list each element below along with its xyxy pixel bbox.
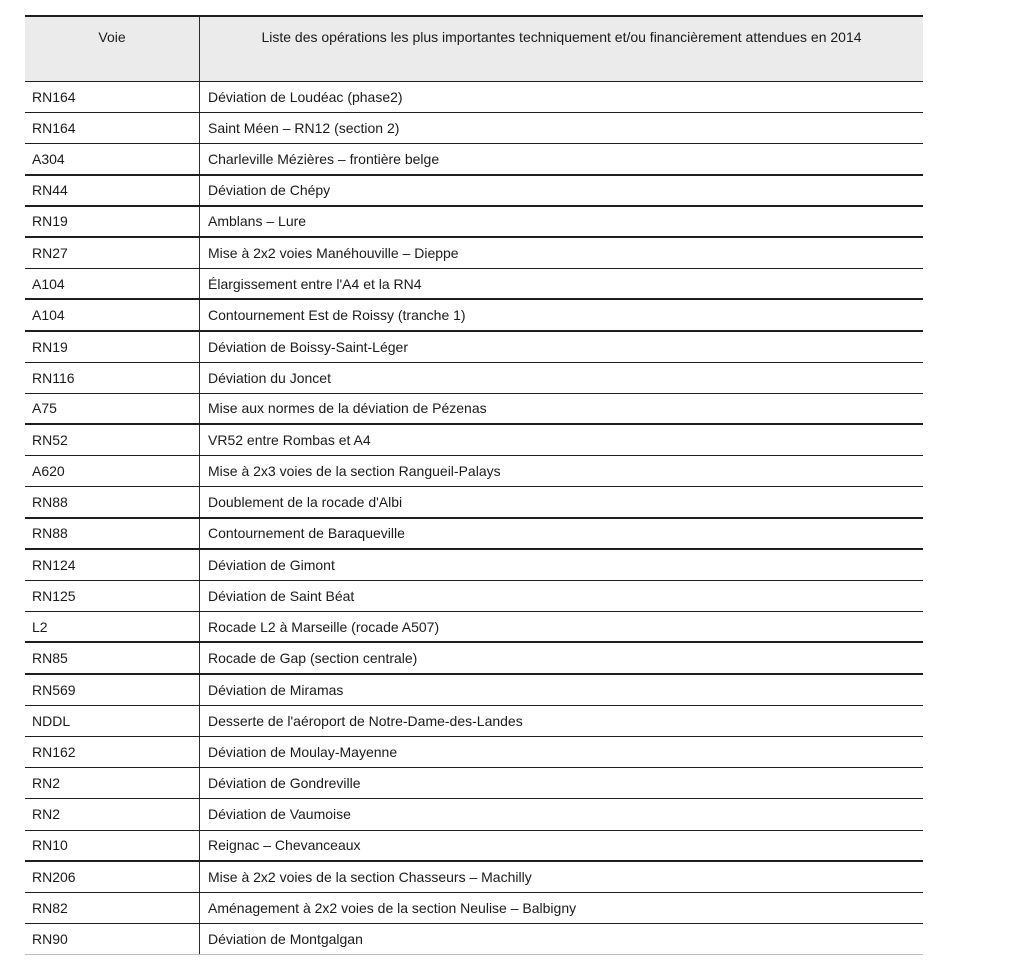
voie-cell: RN569 xyxy=(25,675,200,705)
operation-cell: Charleville Mézières – frontière belge xyxy=(208,150,440,167)
operation-cell: VR52 entre Rombas et A4 xyxy=(208,432,371,449)
column-header-voie: Voie xyxy=(25,17,200,81)
voie-cell: RN82 xyxy=(25,893,200,923)
table-row xyxy=(25,581,923,612)
voie-cell: RN206 xyxy=(25,862,200,892)
voie-cell: RN125 xyxy=(25,581,200,611)
operation-cell: Desserte de l'aéroport de Notre-Dame-des-Landes xyxy=(208,712,523,729)
operation-cell: Mise à 2x2 voies Manéhouville – Dieppe xyxy=(208,245,459,262)
operation-cell: Mise à 2x2 voies de la section Chasseurs – Machilly xyxy=(208,868,532,885)
voie-cell: RN162 xyxy=(25,737,200,767)
table-row xyxy=(25,300,923,331)
voie-cell: RN19 xyxy=(25,332,200,362)
voie-cell: A304 xyxy=(25,144,200,173)
voie-cell: RN27 xyxy=(25,238,200,268)
table-row xyxy=(25,706,923,737)
operation-cell: Rocade de Gap (section centrale) xyxy=(208,649,418,666)
operation-cell: Mise à 2x3 voies de la section Rangueil-Palays xyxy=(208,463,501,480)
operation-cell: Reignac – Chevanceaux xyxy=(208,837,361,854)
voie-cell: RN164 xyxy=(25,82,200,112)
table-row xyxy=(25,269,923,300)
table-row xyxy=(25,768,923,799)
table-row xyxy=(25,643,923,674)
operation-cell: Déviation de Gondreville xyxy=(208,775,361,792)
operation-cell: Aménagement à 2x2 voies de la section Neulise – Balbigny xyxy=(208,899,577,916)
table-row xyxy=(25,394,923,425)
table-row xyxy=(25,238,923,269)
table-row xyxy=(25,519,923,550)
table-row xyxy=(25,425,923,456)
column-header-operations: Liste des opérations les plus importantes techniquement et/ou financièrement attendues en 2014 xyxy=(261,29,862,45)
voie-cell: RN2 xyxy=(25,799,200,829)
table-row xyxy=(25,799,923,830)
table-row xyxy=(25,144,923,175)
voie-cell: A104 xyxy=(25,269,200,298)
voie-cell: A75 xyxy=(25,394,200,423)
operation-cell: Contournement de Baraqueville xyxy=(208,525,405,542)
operation-cell: Saint Méen – RN12 (section 2) xyxy=(208,120,400,137)
voie-cell: RN164 xyxy=(25,113,200,143)
voie-cell: RN19 xyxy=(25,207,200,236)
table-row xyxy=(25,332,923,363)
voie-cell: RN10 xyxy=(25,831,200,860)
table-row xyxy=(25,456,923,487)
voie-cell: RN44 xyxy=(25,176,200,205)
voie-cell: NDDL xyxy=(25,706,200,736)
table-row xyxy=(25,176,923,207)
table-body xyxy=(25,82,923,955)
voie-cell: RN2 xyxy=(25,768,200,798)
operation-cell: Déviation de Vaumoise xyxy=(208,806,351,823)
table-row xyxy=(25,737,923,768)
operation-cell: Déviation du Joncet xyxy=(208,369,331,386)
operation-cell: Déviation de Boissy-Saint-Léger xyxy=(208,338,408,355)
table-row xyxy=(25,675,923,706)
table-row xyxy=(25,550,923,581)
table-row xyxy=(25,207,923,238)
voie-cell: RN124 xyxy=(25,550,200,580)
voie-cell: A620 xyxy=(25,456,200,486)
table-row xyxy=(25,893,923,924)
operation-cell: Déviation de Saint Béat xyxy=(208,588,355,605)
voie-cell: RN85 xyxy=(25,643,200,672)
table-row xyxy=(25,487,923,518)
operation-cell: Contournement Est de Roissy (tranche 1) xyxy=(208,306,466,323)
table-row xyxy=(25,924,923,955)
voie-cell: A104 xyxy=(25,300,200,329)
operation-cell: Déviation de Gimont xyxy=(208,556,335,573)
table-header-row xyxy=(25,15,923,82)
operation-cell: Déviation de Loudéac (phase2) xyxy=(208,89,403,106)
operation-cell: Déviation de Montgalgan xyxy=(208,931,363,948)
table-row xyxy=(25,113,923,144)
voie-cell: RN90 xyxy=(25,924,200,954)
table-row xyxy=(25,363,923,394)
operation-cell: Amblans – Lure xyxy=(208,213,307,230)
voie-cell: RN88 xyxy=(25,519,200,548)
operation-cell: Déviation de Miramas xyxy=(208,681,344,698)
table-row xyxy=(25,831,923,862)
operation-cell: Rocade L2 à Marseille (rocade A507) xyxy=(208,618,440,635)
voie-cell: L2 xyxy=(25,612,200,641)
table-row xyxy=(25,612,923,643)
operation-cell: Mise aux normes de la déviation de Pézenas xyxy=(208,400,487,417)
operation-cell: Déviation de Chépy xyxy=(208,182,331,199)
operation-cell: Doublement de la rocade d'Albi xyxy=(208,494,403,511)
voie-cell: RN52 xyxy=(25,425,200,455)
table-row xyxy=(25,862,923,893)
table-row xyxy=(25,82,923,113)
voie-cell: RN88 xyxy=(25,487,200,516)
operation-cell: Déviation de Moulay-Mayenne xyxy=(208,744,398,761)
operation-cell: Élargissement entre l'A4 et la RN4 xyxy=(208,275,422,292)
operations-table xyxy=(25,15,923,955)
voie-cell: RN116 xyxy=(25,363,200,393)
